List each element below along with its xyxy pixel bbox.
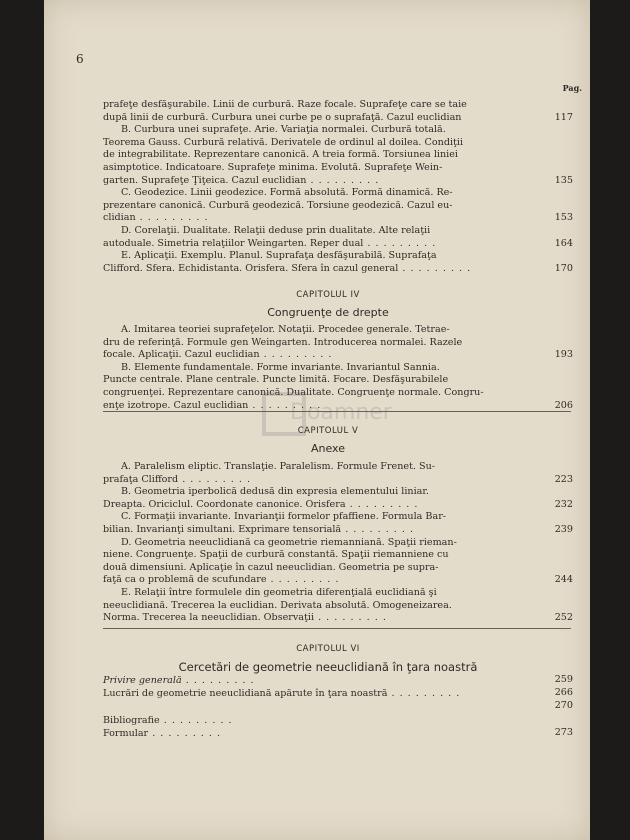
toc-page-number: 170 bbox=[554, 262, 573, 274]
toc-entry-line bbox=[103, 700, 573, 713]
chapter-4-heading bbox=[103, 290, 553, 319]
chapter-label: CAPITOLUL IV bbox=[296, 290, 360, 300]
toc-entry-line bbox=[103, 337, 573, 350]
toc-entry-text: A. Imitarea teoriei suprafeţelor. Notaţii. Procedee generale. Tetrae- bbox=[121, 324, 450, 335]
toc-entry-line bbox=[103, 612, 573, 625]
chapter-6-heading bbox=[103, 644, 553, 674]
toc-entry-text: C. Formaţii invariante. Invarianţii formelor pfaffiene. Formula Bar- bbox=[121, 511, 447, 523]
toc-entry-line bbox=[103, 461, 573, 474]
toc-entry-line bbox=[103, 250, 573, 263]
toc-entry-line bbox=[103, 374, 573, 387]
toc-entry-text: Lucrări de geometrie neeuclidiană apărute în ţara noastră . . . bbox=[103, 687, 460, 700]
toc-entry-line bbox=[103, 562, 573, 575]
toc-entry-line bbox=[103, 349, 573, 362]
toc-entry-line bbox=[103, 200, 573, 213]
toc-entry-line bbox=[103, 674, 573, 687]
toc-entry-text: neeuclidiană. Trecerea la euclidian. Derivata absolută. Omogeneizarea. bbox=[103, 599, 452, 611]
toc-entry-text: B. Curbura unei suprafeţe. Arie. Variaţia normalei. Curbură totală. bbox=[121, 124, 446, 136]
toc-entry-line bbox=[103, 124, 573, 137]
toc-page-number: 164 bbox=[554, 237, 573, 249]
toc-entry-line bbox=[103, 486, 573, 499]
toc-entry-text: prafeţe desfăşurabile. Linii de curbură. Raze focale. Suprafeţe care se taie bbox=[103, 99, 467, 110]
page-number: 6 bbox=[76, 52, 84, 66]
toc-entry-text: B. Elemente fundamentale. Forme invariante. Invariantul Sannia. bbox=[121, 361, 440, 373]
toc-entry-line bbox=[103, 714, 573, 727]
toc-page-number: 232 bbox=[554, 498, 573, 510]
toc-page-number: 206 bbox=[554, 399, 573, 411]
toc-entry-text: prezentare canonică. Curbură geodezică. Torsiune geodezică. Cazul eu- bbox=[103, 199, 453, 211]
toc-entry-text: A. Paralelism eliptic. Translaţie. Paralelism. Formule Frenet. Su- bbox=[121, 461, 436, 472]
toc-entry-text: clidian . . . bbox=[103, 212, 209, 225]
toc-entry-text: niene. Congruenţe. Spaţii de curbură constantă. Spaţii riemanniene cu bbox=[103, 549, 449, 561]
toc-entry-line bbox=[103, 149, 573, 162]
toc-entry-line bbox=[103, 238, 573, 251]
toc-page-number: 117 bbox=[554, 111, 573, 123]
chapter-title: Cercetări de geometrie neeuclidiană în ţara noastră bbox=[178, 660, 478, 674]
toc-entry-line bbox=[103, 727, 573, 740]
toc-entry-text: E. Relaţii între formulele din geometria diferenţială euclidiană şi bbox=[121, 586, 437, 598]
toc-entry-text: D. Geometria neeuclidiană ca geometrie riemanniană. Spaţii rieman- bbox=[121, 536, 457, 548]
toc-entry-line bbox=[103, 212, 573, 225]
toc-entry-line bbox=[103, 137, 573, 150]
toc-entry-text: enţe izotrope. Cazul euclidian . . . bbox=[103, 400, 321, 413]
toc-entry-text: Formular . . . bbox=[103, 727, 221, 740]
toc-entry-text: garten. Suprafeţe Ţiţeica. Cazul euclidian . . . bbox=[103, 175, 379, 188]
toc-entry-line bbox=[103, 324, 573, 337]
toc-entry-line bbox=[103, 225, 573, 238]
toc-entry-text: focale. Aplicaţii. Cazul euclidian . . . bbox=[103, 349, 332, 362]
toc-page-number: 273 bbox=[554, 726, 573, 738]
toc-page-number: 153 bbox=[554, 212, 573, 224]
toc-entry-text: autoduale. Simetria relaţiilor Weingarten. Reper dual . . . bbox=[103, 238, 436, 251]
toc-entry-line bbox=[103, 549, 573, 562]
toc-entry-text: Bibliografie . . . bbox=[103, 714, 233, 727]
toc-entry-line bbox=[103, 175, 573, 188]
section-divider bbox=[103, 628, 571, 629]
toc-entry-line bbox=[103, 112, 573, 125]
toc-entry-text: Clifford. Sfera. Echidistanta. Orisfera. Sfera în cazul general . . . bbox=[103, 263, 471, 276]
toc-section-chapter6 bbox=[103, 674, 573, 740]
toc-entry-line bbox=[103, 499, 573, 512]
toc-entry-text: Privire generală . . . bbox=[103, 674, 255, 687]
toc-entry-line bbox=[103, 537, 573, 550]
toc-entry-line bbox=[103, 587, 573, 600]
toc-page-number: 223 bbox=[554, 473, 573, 485]
toc-entry-text: asimptotice. Indicatoare. Suprafeţe minima. Evolută. Suprafeţe Wein- bbox=[103, 161, 443, 173]
page-column-label: Pag. bbox=[562, 83, 582, 93]
chapter-label: CAPITOLUL V bbox=[297, 426, 359, 436]
toc-page-number: 239 bbox=[554, 523, 573, 535]
toc-entry-text: prafaţa Clifford . . . bbox=[103, 474, 251, 487]
toc-entry-line bbox=[103, 474, 573, 487]
toc-page-number: 266 bbox=[554, 687, 573, 699]
watermark bbox=[262, 392, 412, 444]
toc-entry-line bbox=[103, 511, 573, 524]
toc-entry-line bbox=[103, 600, 573, 613]
toc-page-number: 252 bbox=[554, 612, 573, 624]
toc-entry-text: de integrabilitate. Reprezentare canonică. A treia formă. Torsiunea liniei bbox=[103, 149, 458, 161]
toc-entry-line bbox=[103, 263, 573, 276]
chapter-title: Anexe bbox=[310, 442, 345, 455]
toc-entry-text: dru de referinţă. Formule gen Weingarten. Introducerea normalei. Razele bbox=[103, 336, 463, 348]
toc-entry-text: Teorema Gauss. Curbură relativă. Derivatele de ordinul al doilea. Condiţii bbox=[103, 136, 464, 148]
toc-page-number: 193 bbox=[554, 349, 573, 361]
chapter-title: Congruenţe de drepte bbox=[267, 306, 389, 319]
toc-entry-text: C. Geodezice. Linii geodezice. Formă absolută. Formă dinamică. Re- bbox=[121, 187, 453, 199]
toc-entry-text: Dreapta. Oriciclul. Coordonate canonice. Orisfera . . . bbox=[103, 499, 418, 512]
toc-entry-text: E. Aplicaţii. Exemplu. Planul. Suprafaţa desfăşurabilă. Suprafaţa bbox=[121, 250, 437, 262]
toc-entry-text: D. Corelaţii. Dualitate. Relaţii deduse prin dualitate. Alte relaţii bbox=[121, 224, 431, 236]
toc-entry-text: două dimensiuni. Aplicaţie în cazul neeuclidian. Geometria pe supra- bbox=[103, 561, 439, 573]
toc-entry-text: faţă ca o problemă de scufundare . . . bbox=[103, 574, 339, 587]
toc-entry-line bbox=[103, 187, 573, 200]
toc-section-chapter3-continued bbox=[103, 99, 573, 275]
toc-entry-line bbox=[103, 524, 573, 537]
toc-entry-line bbox=[103, 687, 573, 700]
toc-entry-text: congruenţei. Reprezentare canonică. Dualitate. Congruenţe normale. Congru- bbox=[103, 386, 484, 398]
toc-entry-text: B. Geometria iperbolică dedusă din expresia elementului liniar. bbox=[121, 486, 429, 498]
toc-entry-line bbox=[103, 574, 573, 587]
toc-page-number: 244 bbox=[554, 574, 573, 586]
toc-entry-text: Puncte centrale. Plane centrale. Puncte limită. Focare. Desfăşurabilele bbox=[103, 374, 449, 386]
toc-entry-line bbox=[103, 162, 573, 175]
toc-page-number: 259 bbox=[554, 674, 573, 685]
toc-page-number: 270 bbox=[554, 700, 573, 712]
toc-entry-text: Norma. Trecerea la neeuclidian. Observaţii . . . bbox=[103, 612, 387, 625]
toc-section-chapter5 bbox=[103, 461, 573, 625]
toc-entry-line bbox=[103, 99, 573, 112]
toc-entry-text: bilian. Invarianţi simultani. Exprimare tensorială . . . bbox=[103, 524, 414, 537]
toc-page-number: 135 bbox=[554, 174, 573, 186]
toc-entry-text: după linii de curbură. Curbura unei curbe pe o suprafaţă. Cazul euclidian bbox=[103, 111, 462, 123]
watermark-text: Doamner bbox=[290, 400, 392, 425]
toc-entry-line bbox=[103, 362, 573, 375]
chapter-label: CAPITOLUL VI bbox=[296, 644, 360, 654]
